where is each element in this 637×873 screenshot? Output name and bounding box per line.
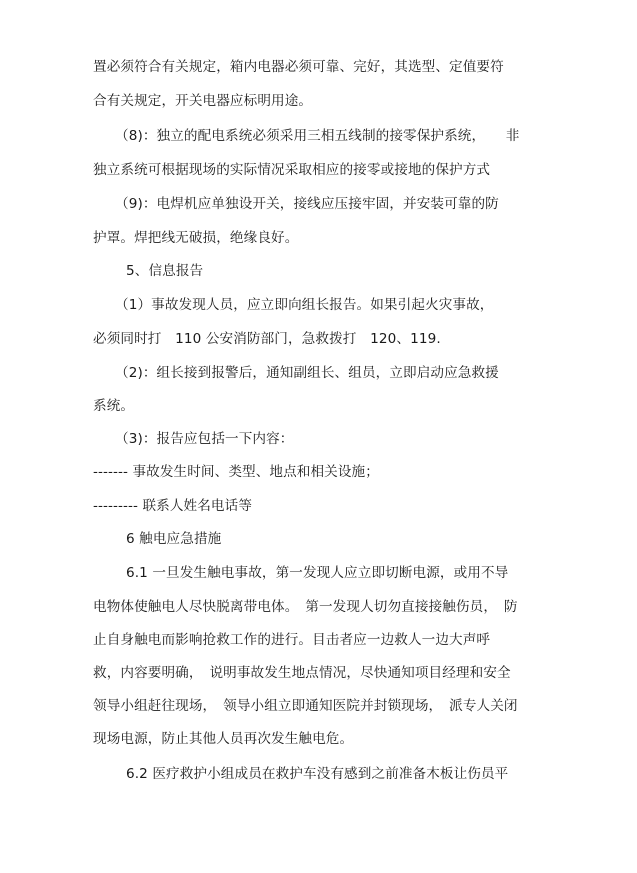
text-line-8: （1）事故发现人员，应立即向组长报告。如果引起火灾事故， [115,297,494,313]
text-line-16: 6.1 一旦发生触电事故，第一发现人应立即切断电源，或用不导 [126,565,509,581]
text-line-3: （8)：独立的配电系统必须采用三相五线制的接零保护系统， 非 [115,128,520,144]
text-line-14: --------- 联系人姓名电话等 [93,498,253,514]
section-heading-info-report: 5、信息报告 [126,263,204,279]
text-line-10: （2)：组长接到报警后，通知副组长、组员，立即启动应急救援 [115,365,499,381]
section-heading-electric-shock: 6 触电应急措施 [126,531,222,547]
text-line-18: 止自身触电而影响抢救工作的进行。目击者应一边救人一边大声呼 [93,632,491,648]
text-line-13: ------- 事故发生时间、类型、地点和相关设施； [93,464,379,480]
text-line-2: 合有关规定，开关电器应标明用途。 [93,93,313,109]
text-line-9: 必须同时打 110 公安消防部门，急救拨打 120、119. [93,331,441,347]
text-line-19: 救，内容要明确， 说明事故发生地点情况，尽快通知项目经理和安全 [93,665,511,681]
text-line-5: （9)：电焊机应单独设开关，接线应压接牢固，并安装可靠的防 [115,196,499,212]
text-line-22: 6.2 医疗救护小组成员在救护车没有感到之前准备木板让伤员平 [126,766,509,782]
text-line-4: 独立系统可根据现场的实际情况采取相应的接零或接地的保护方式 [93,162,491,178]
text-line-1: 置必须符合有关规定，箱内电器必须可靠、完好，其选型、定值要符 [93,59,504,75]
text-line-21: 现场电源，防止其他人员再次发生触电危。 [93,731,354,747]
text-line-6: 护罩。焊把线无破损，绝缘良好。 [93,230,299,246]
text-line-12: （3)：报告应包括一下内容： [115,431,294,447]
text-line-11: 系统。 [93,398,135,414]
text-line-20: 领导小组赶往现场， 领导小组立即通知医院并封锁现场， 派专人关闭 [93,698,518,714]
text-line-17: 电物体使触电人尽快脱离带电体。 第一发现人切勿直接接触伤员， 防 [93,599,518,615]
